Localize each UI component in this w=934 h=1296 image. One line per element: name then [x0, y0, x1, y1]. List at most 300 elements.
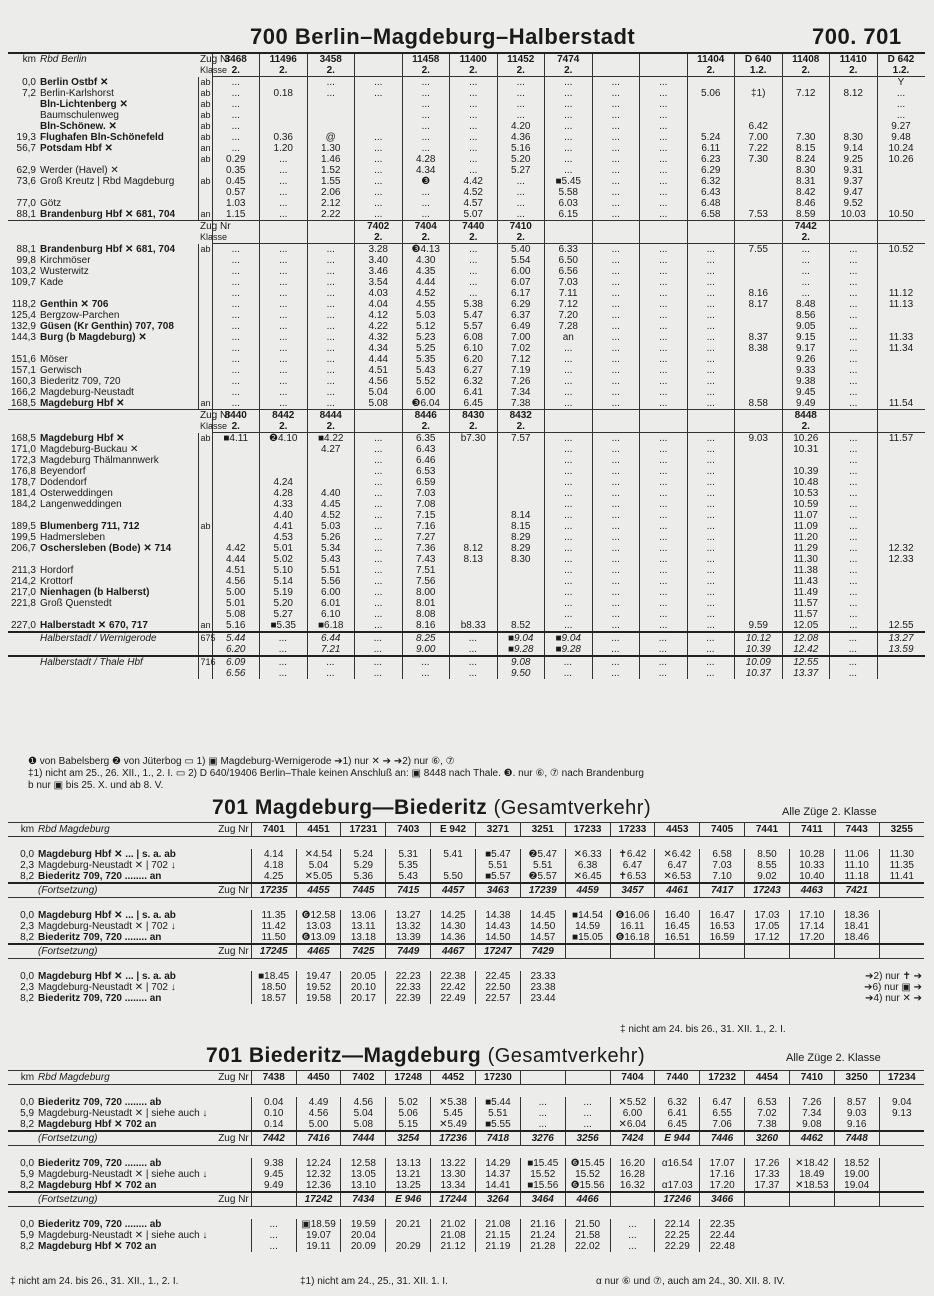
connection-station [38, 644, 198, 656]
connection-station [38, 668, 198, 679]
time-cell: ... [212, 132, 260, 143]
time-cell: 6.10 [307, 609, 355, 620]
time-cell: ... [355, 510, 403, 521]
time-cell: 2.22 [307, 209, 355, 221]
arr-dep [198, 444, 212, 455]
arr-dep: an [198, 143, 212, 154]
time-cell: ... [830, 532, 878, 543]
train-number [879, 944, 924, 959]
time-cell: ... [520, 1119, 565, 1131]
km-value [8, 110, 38, 121]
train-number: 4455 [296, 883, 341, 898]
time-cell [687, 77, 735, 89]
train-number [640, 221, 688, 233]
table3-class-note: Alle Züge 2. Klasse [786, 1052, 881, 1064]
time-cell: 4.33 [260, 499, 308, 510]
station-header: Rbd Berlin [38, 53, 198, 65]
time-cell: 3.46 [355, 266, 403, 277]
train-number: 3463 [475, 883, 520, 898]
time-cell: 22.45 [475, 971, 520, 982]
table-row [8, 1108, 924, 1119]
time-cell: 11.13 [877, 299, 925, 310]
station-name: Brandenburg Hbf ✕ 681, 704 [40, 209, 176, 220]
time-cell: 19.00 [834, 1169, 879, 1180]
time-cell: 4.27 [307, 444, 355, 455]
time-cell: ... [450, 77, 498, 89]
time-cell: ... [355, 187, 403, 198]
train-number: 17235 [251, 883, 296, 898]
time-cell: 0.57 [212, 187, 260, 198]
time-cell [355, 121, 403, 132]
time-cell [877, 668, 925, 679]
time-cell: 21.15 [475, 1230, 520, 1241]
time-cell: 5.51 [307, 565, 355, 576]
arr-dep [198, 187, 212, 198]
time-cell: 20.04 [341, 1230, 386, 1241]
time-cell: ... [307, 343, 355, 354]
time-cell: 5.50 [431, 871, 476, 883]
km-value: 217,0 [10, 587, 36, 598]
km-value: 189,5 [10, 521, 36, 532]
table-row [8, 598, 925, 609]
footnote-line: ❶ von Babelsberg ❷ von Jüterbog ▭ 1) ▣ Magdeburg-Wernigerode ➔1) nur ✕ ➔ ➔2) nur ⑥, ⑦ [28, 756, 455, 767]
station-name [38, 288, 198, 299]
time-cell [877, 576, 925, 587]
time-cell: 13.34 [431, 1180, 476, 1192]
time-cell: 5.51 [475, 860, 520, 871]
time-cell: 8.29 [497, 532, 545, 543]
time-cell: 7.38 [745, 1119, 790, 1131]
time-cell: ... [450, 644, 498, 656]
time-cell: 13.05 [341, 1169, 386, 1180]
train-number: E 946 [386, 1192, 431, 1207]
time-cell: 8.50 [745, 849, 790, 860]
time-cell: ... [592, 266, 640, 277]
time-cell: 5.45 [431, 1108, 476, 1119]
time-cell: 6.07 [497, 277, 545, 288]
table-row [8, 860, 924, 871]
time-cell [879, 932, 924, 944]
time-cell: 6.32 [655, 1097, 700, 1108]
time-cell [877, 387, 925, 398]
station-name: Gerwisch [40, 365, 82, 376]
time-cell: 5.06 [687, 88, 735, 99]
time-cell: ... [307, 244, 355, 256]
time-cell: 9.08 [789, 1119, 834, 1131]
arr-dep: ab [198, 244, 212, 256]
time-cell [877, 176, 925, 187]
time-cell [735, 598, 783, 609]
time-cell: 16.53 [700, 921, 745, 932]
table-row [8, 1119, 924, 1131]
time-cell: 6.46 [402, 455, 450, 466]
time-cell: 4.52 [450, 187, 498, 198]
time-cell: ... [830, 609, 878, 620]
table-row [8, 1169, 924, 1180]
time-cell: 6.43 [402, 444, 450, 455]
train-class: 2. [687, 65, 735, 77]
station-header [38, 410, 198, 422]
time-cell: ... [592, 288, 640, 299]
time-cell: 11.57 [877, 433, 925, 445]
table-row [8, 565, 925, 576]
time-cell: ✕6.04 [610, 1119, 655, 1131]
time-cell: 13.25 [386, 1180, 431, 1192]
station-name: Bln-Schönew. ✕ [40, 121, 117, 132]
time-cell: 10.53 [782, 488, 830, 499]
train-number [610, 1192, 655, 1207]
time-cell: 5.58 [545, 187, 593, 198]
time-cell: 8.31 [782, 176, 830, 187]
time-cell: 5.16 [212, 620, 260, 632]
arr-dep: an [198, 398, 212, 410]
train-number: 17230 [475, 1071, 520, 1085]
time-cell: 9.17 [782, 343, 830, 354]
time-cell: 17.16 [700, 1169, 745, 1180]
station-name: Wusterwitz [40, 266, 89, 277]
time-cell: 10.39 [782, 466, 830, 477]
time-cell: ... [355, 609, 403, 620]
km-value [8, 510, 38, 521]
table-row [8, 554, 925, 565]
table2-footnote: ‡ nicht am 24. bis 26., 31. XII. 1., 2. I. [620, 1024, 786, 1035]
time-cell: 0.10 [251, 1108, 296, 1119]
time-cell: ... [307, 365, 355, 376]
train-number: 7416 [296, 1131, 341, 1146]
time-cell: 11.34 [877, 343, 925, 354]
time-cell: 5.26 [307, 532, 355, 543]
train-class [592, 65, 640, 77]
time-cell: ... [402, 209, 450, 221]
time-cell: 9.45 [782, 387, 830, 398]
time-cell: 4.51 [212, 565, 260, 576]
train-number: 7424 [610, 1131, 655, 1146]
time-cell: ... [640, 587, 688, 598]
time-cell: ‡1) [735, 88, 783, 99]
time-cell: 13.03 [296, 921, 341, 932]
time-cell: ... [782, 244, 830, 256]
train-number [520, 1071, 565, 1085]
time-cell: ... [877, 99, 925, 110]
train-number [877, 221, 925, 233]
time-cell [735, 321, 783, 332]
time-cell: 20.29 [386, 1241, 431, 1252]
time-cell: 18.46 [834, 932, 879, 944]
train-class: 1.2. [877, 65, 925, 77]
time-cell: ... [592, 255, 640, 266]
table-row [8, 354, 925, 365]
station-name: Magdeburg-Neustadt [40, 387, 134, 398]
station-blank [38, 65, 198, 77]
table3-footnote-1: ‡ nicht am 24. bis 26., 31. XII., 1., 2. I. [10, 1276, 179, 1287]
table-row [8, 376, 925, 387]
time-cell: 6.56 [545, 266, 593, 277]
station-name: Magdeburg-Neustadt ✕ | siehe auch ↓ [38, 1169, 208, 1180]
table-row [8, 187, 925, 198]
time-cell: ... [251, 1230, 296, 1241]
time-cell: ■9.04 [497, 632, 545, 644]
time-cell: ... [592, 644, 640, 656]
time-cell [687, 99, 735, 110]
train-number [745, 944, 790, 959]
time-cell: 21.24 [520, 1230, 565, 1241]
time-cell: ... [592, 565, 640, 576]
time-cell [735, 499, 783, 510]
time-cell: 11.29 [782, 543, 830, 554]
row-spacer [8, 898, 924, 911]
time-cell: 6.11 [687, 143, 735, 154]
train-note: ➔2) nur ✝ ➔ [865, 971, 922, 982]
time-cell: ... [830, 644, 878, 656]
time-cell: ... [307, 354, 355, 365]
time-cell [877, 532, 925, 543]
train-number [745, 1192, 790, 1207]
time-cell [497, 565, 545, 576]
time-cell: ■4.22 [307, 433, 355, 445]
time-cell: ... [260, 255, 308, 266]
time-cell: 5.20 [260, 598, 308, 609]
train-number [592, 221, 640, 233]
time-cell: 7.51 [402, 565, 450, 576]
time-cell: 14.25 [431, 910, 476, 921]
train-number: 7449 [386, 944, 431, 959]
time-cell: 7.34 [497, 387, 545, 398]
time-cell: ... [640, 543, 688, 554]
time-cell: 22.35 [700, 1219, 745, 1230]
time-cell: 16.20 [610, 1158, 655, 1169]
time-cell: ❷5.57 [520, 871, 565, 883]
time-cell: 13.06 [341, 910, 386, 921]
station-name: Biederitz 709, 720 ........ ab [38, 1158, 162, 1169]
time-cell: ✕6.33 [565, 849, 610, 860]
time-cell: ... [782, 255, 830, 266]
time-cell: 4.52 [402, 288, 450, 299]
station-name: Magdeburg Hbf ✕ 702 an [38, 1241, 157, 1252]
page-title: 700 Berlin–Magdeburg–Halberstadt [250, 24, 636, 49]
time-cell: 4.34 [402, 165, 450, 176]
time-cell [877, 187, 925, 198]
time-cell: 8.12 [830, 88, 878, 99]
time-cell: ... [355, 668, 403, 679]
km-value: 103,2 [10, 266, 36, 277]
train-class: 2. [355, 232, 403, 244]
train-number: 7410 [789, 1071, 834, 1085]
time-cell: 9.05 [782, 321, 830, 332]
time-cell: ■5.47 [475, 849, 520, 860]
time-cell: 11.33 [877, 332, 925, 343]
arr-dep [198, 609, 212, 620]
time-cell: ... [687, 266, 735, 277]
time-cell: ... [830, 321, 878, 332]
table-row [8, 332, 925, 343]
train-number: E 942 [431, 823, 476, 837]
train-class: 2. [260, 421, 308, 433]
train-number [877, 410, 925, 422]
time-cell: ... [497, 209, 545, 221]
time-cell: ... [307, 299, 355, 310]
time-cell: 6.45 [450, 398, 498, 410]
time-cell: 1.20 [260, 143, 308, 154]
time-cell: 7.16 [402, 521, 450, 532]
time-cell: ... [687, 598, 735, 609]
arr-dep [198, 266, 212, 277]
time-cell: ... [212, 88, 260, 99]
station-name: Beyendorf [40, 466, 86, 477]
time-cell: 6.17 [497, 288, 545, 299]
station-name: Flughafen Bln-Schönefeld [40, 132, 164, 143]
train-number: 7421 [834, 883, 879, 898]
km-blank [8, 656, 38, 668]
time-cell [877, 255, 925, 266]
time-cell: 13.39 [386, 932, 431, 944]
connection-row [8, 656, 925, 668]
time-cell: 17.26 [745, 1158, 790, 1169]
time-cell [735, 176, 783, 187]
time-cell: 21.28 [520, 1241, 565, 1252]
km-value: 8,2 [20, 1119, 35, 1130]
train-number: 7440 [450, 221, 498, 233]
time-cell [687, 110, 735, 121]
arr-dep [198, 488, 212, 499]
time-cell: ✕5.38 [431, 1097, 476, 1108]
time-cell: 10.24 [877, 143, 925, 154]
km-value: 160,3 [10, 376, 36, 387]
time-cell: ... [687, 332, 735, 343]
time-cell: ... [592, 620, 640, 632]
time-cell: ... [545, 466, 593, 477]
arr-dep: an [198, 620, 212, 632]
time-cell: 8.16 [735, 288, 783, 299]
table2-title [212, 796, 651, 820]
main-footnotes [28, 756, 928, 792]
time-cell: ... [545, 121, 593, 132]
time-cell: ... [640, 165, 688, 176]
time-cell: ... [640, 154, 688, 165]
train-class: 2. [307, 65, 355, 77]
time-cell: 6.45 [655, 1119, 700, 1131]
time-cell: 7.21 [307, 644, 355, 656]
time-cell: ... [260, 277, 308, 288]
station-name: Halberstadt ✕ 670, 717 [40, 620, 148, 631]
time-cell: 8.25 [402, 632, 450, 644]
time-cell: ... [402, 88, 450, 99]
time-cell [497, 466, 545, 477]
time-cell: ... [260, 288, 308, 299]
time-cell [260, 444, 308, 455]
time-cell: ... [592, 510, 640, 521]
time-cell: 7.08 [402, 499, 450, 510]
station-name: Dodendorf [40, 477, 87, 488]
time-cell [497, 576, 545, 587]
table-row [8, 609, 925, 620]
time-cell: 10.03 [830, 209, 878, 221]
time-cell: 5.51 [475, 1108, 520, 1119]
table-row [8, 154, 925, 165]
time-cell: ... [640, 455, 688, 466]
time-cell: 19.04 [834, 1180, 879, 1192]
time-cell: ... [450, 266, 498, 277]
time-cell: 14.50 [520, 921, 565, 932]
km-value: 151,6 [10, 354, 36, 365]
time-cell [497, 477, 545, 488]
time-cell: ... [782, 266, 830, 277]
time-cell: 9.15 [782, 332, 830, 343]
train-number: 8430 [450, 410, 498, 422]
time-cell: ... [830, 444, 878, 455]
time-cell: ... [307, 656, 355, 668]
time-cell: 19.59 [341, 1219, 386, 1230]
time-cell: ✝6.42 [610, 849, 655, 860]
time-cell: 17.12 [745, 932, 790, 944]
arr-dep [198, 587, 212, 598]
time-cell: 16.51 [655, 932, 700, 944]
time-cell: ... [260, 398, 308, 410]
time-cell: ... [212, 99, 260, 110]
time-cell: ... [497, 176, 545, 187]
time-cell: 8.30 [830, 132, 878, 143]
time-cell [879, 910, 924, 921]
train-number: 11410 [830, 53, 878, 65]
time-cell: 6.48 [687, 198, 735, 209]
time-cell: ... [830, 466, 878, 477]
time-cell: ■9.04 [545, 632, 593, 644]
time-cell [307, 455, 355, 466]
time-cell: 12.08 [782, 632, 830, 644]
time-cell: 6.10 [450, 343, 498, 354]
time-cell [735, 576, 783, 587]
time-cell: 21.19 [475, 1241, 520, 1252]
arr-dep [198, 576, 212, 587]
time-cell [877, 565, 925, 576]
time-cell: 14.59 [565, 921, 610, 932]
arr-dep: ab [198, 121, 212, 132]
section-label: (Fortsetzung) Zug Nr [36, 1131, 251, 1146]
time-cell: ... [212, 354, 260, 365]
time-cell: ... [545, 376, 593, 387]
time-cell [877, 598, 925, 609]
train-number: 11408 [782, 53, 830, 65]
table-row [8, 543, 925, 554]
station-name: Magdeburg Hbf ✕ ... | s. a. ab [38, 849, 176, 860]
time-cell: 14.41 [475, 1180, 520, 1192]
table-row [8, 620, 925, 632]
time-cell: 5.06 [386, 1108, 431, 1119]
time-cell: 9.31 [830, 165, 878, 176]
train-number: 7402 [341, 1071, 386, 1085]
time-cell: ... [640, 332, 688, 343]
time-cell: 5.36 [341, 871, 386, 883]
time-cell: ... [592, 433, 640, 445]
time-cell: 5.52 [402, 376, 450, 387]
time-cell: 4.56 [341, 1097, 386, 1108]
station-name: Berlin Ostbf ✕ [40, 76, 109, 88]
time-cell: 6.20 [212, 644, 260, 656]
time-cell: 0.29 [212, 154, 260, 165]
time-cell: ... [497, 77, 545, 89]
train-number: 8444 [307, 410, 355, 422]
station-name: Bln-Lichtenberg ✕ [40, 99, 128, 110]
station-name: Groß Kreutz | Rbd Magdeburg [40, 176, 175, 187]
table-row [8, 576, 925, 587]
time-cell: ... [212, 244, 260, 256]
train-class: 2. [782, 65, 830, 77]
time-cell [877, 499, 925, 510]
train-number: 8446 [402, 410, 450, 422]
time-cell: 3.28 [355, 244, 403, 256]
time-cell: 6.29 [687, 165, 735, 176]
time-cell: 8.52 [497, 620, 545, 632]
time-cell: 5.04 [341, 1108, 386, 1119]
